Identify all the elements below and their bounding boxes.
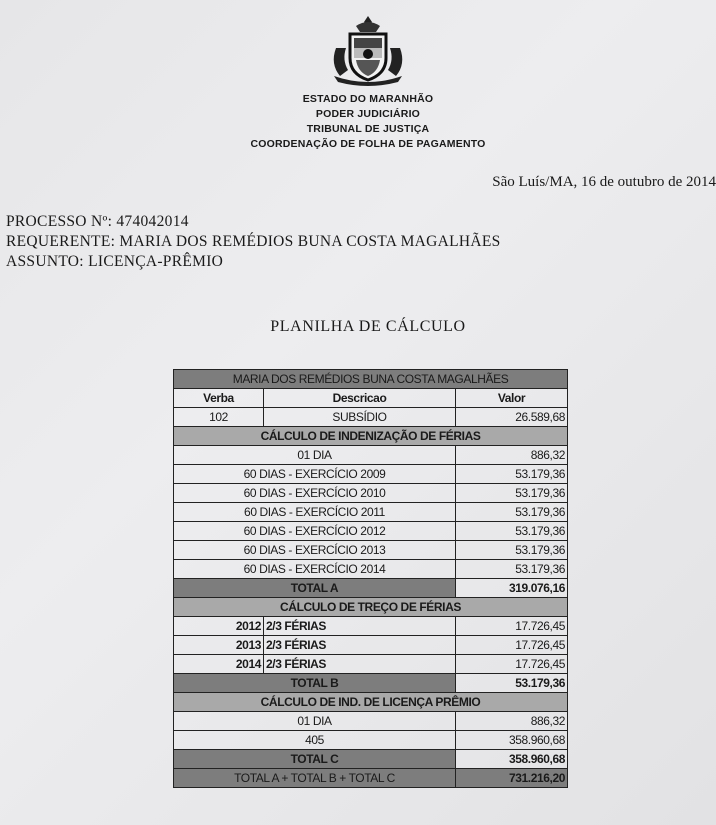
section-a-title-row [174,427,568,446]
section-c-title: CÁLCULO DE IND. DE LICENÇA PRÊMIO [174,693,568,712]
process-number: PROCESSO Nº: 474042014 [6,213,189,230]
cell-valor: 886,32 [456,446,568,465]
total-a-row [174,579,568,598]
table-row [174,655,568,674]
cell-descricao: 60 DIAS - EXERCÍCIO 2010 [174,484,456,503]
cell-descricao: 01 DIA [174,712,456,731]
employee-name-header: MARIA DOS REMÉDIOS BUNA COSTA MAGALHÃES [174,370,568,389]
column-header-verba: Verba [174,389,264,408]
cell-valor: 53.179,36 [456,560,568,579]
cell-descricao: 60 DIAS - EXERCÍCIO 2013 [174,541,456,560]
column-header-descricao: Descricao [264,389,456,408]
table-row [174,636,568,655]
cell-valor: 886,32 [456,712,568,731]
requester: REQUERENTE: MARIA DOS REMÉDIOS BUNA COSTA MAGALHÃES [6,233,501,250]
table-row [174,541,568,560]
table-row [174,484,568,503]
section-b-title: CÁLCULO DE TREÇO DE FÉRIAS [174,598,568,617]
cell-valor: 53.179,36 [456,522,568,541]
heading-line: COORDENAÇÃO DE FOLHA DE PAGAMENTO [250,138,486,150]
section-c-title-row [174,693,568,712]
table-row [174,465,568,484]
cell-descricao: 60 DIAS - EXERCÍCIO 2011 [174,503,456,522]
process-info [6,212,501,272]
cell-descricao: 2/3 FÉRIAS [264,617,456,636]
table-name-row [174,370,568,389]
cell-valor: 17.726,45 [456,655,568,674]
cell-valor: 53.179,36 [456,484,568,503]
cell-year: 2012 [174,617,264,636]
table-row [174,503,568,522]
cell-descricao: 60 DIAS - EXERCÍCIO 2009 [174,465,456,484]
column-header-row [174,389,568,408]
table-row [174,560,568,579]
section-a-title: CÁLCULO DE INDENIZAÇÃO DE FÉRIAS [174,427,568,446]
coat-of-arms-icon [326,14,410,86]
cell-verba: 102 [174,408,264,427]
cell-descricao: 01 DIA [174,446,456,465]
heading-line: PODER JUDICIÁRIO [315,108,421,120]
grand-total-row [174,769,568,788]
cell-descricao: 405 [174,731,456,750]
cell-descricao: 60 DIAS - EXERCÍCIO 2014 [174,560,456,579]
table-row [174,522,568,541]
cell-year: 2014 [174,655,264,674]
cell-valor: 53.179,36 [456,541,568,560]
date-line: São Luís/MA, 16 de outubro de 2014 [492,174,716,190]
table-row [174,731,568,750]
cell-valor: 53.179,36 [456,503,568,522]
grand-total-value: 731.216,20 [456,769,568,788]
cell-valor: 17.726,45 [456,636,568,655]
heading-line: TRIBUNAL DE JUSTIÇA [306,123,430,135]
total-b-label: TOTAL B [174,674,456,693]
total-a-value: 319.076,16 [456,579,568,598]
sheet-title: PLANILHA DE CÁLCULO [270,318,466,335]
cell-descricao: SUBSÍDIO [264,408,456,427]
total-b-value: 53.179,36 [456,674,568,693]
cell-descricao: 2/3 FÉRIAS [264,655,456,674]
total-c-row [174,750,568,769]
cell-valor: 53.179,36 [456,465,568,484]
section-b-title-row [174,598,568,617]
institution-heading [180,92,556,152]
table-row [174,408,568,427]
calculation-table [173,369,568,788]
cell-year: 2013 [174,636,264,655]
grand-total-label: TOTAL A + TOTAL B + TOTAL C [174,769,456,788]
cell-valor: 358.960,68 [456,731,568,750]
total-a-label: TOTAL A [174,579,456,598]
total-c-label: TOTAL C [174,750,456,769]
table-row [174,617,568,636]
total-b-row [174,674,568,693]
cell-valor: 26.589,68 [456,408,568,427]
cell-descricao: 2/3 FÉRIAS [264,636,456,655]
column-header-valor: Valor [456,389,568,408]
cell-valor: 17.726,45 [456,617,568,636]
table-row [174,446,568,465]
heading-line: ESTADO DO MARANHÃO [302,93,434,105]
table-row [174,712,568,731]
cell-descricao: 60 DIAS - EXERCÍCIO 2012 [174,522,456,541]
total-c-value: 358.960,68 [456,750,568,769]
subject: ASSUNTO: LICENÇA-PRÊMIO [6,253,224,270]
